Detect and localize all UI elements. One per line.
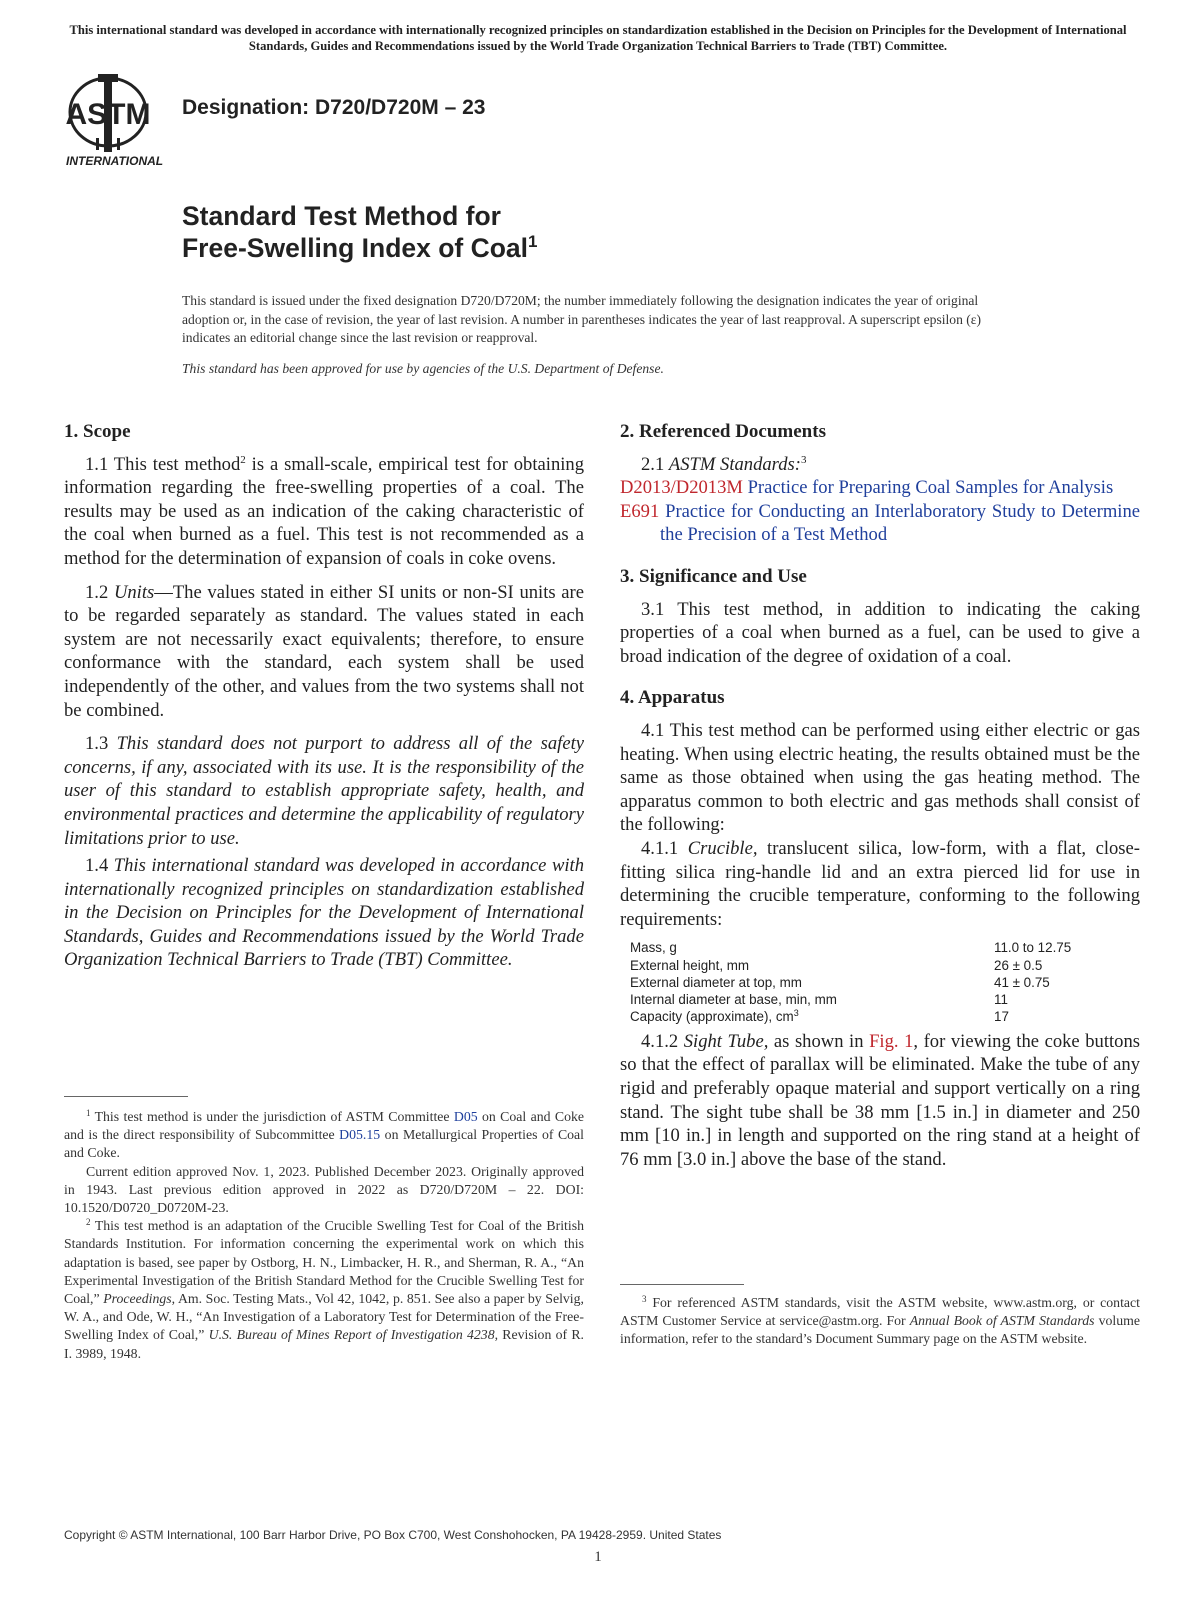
footnote-1: $^1$ This test method is under the jurisdiction of ASTM Committee D05 on Coal and Coke and is the direct responsibility of Subcommittee D05.15 on Metallurgical Properties of Coal and Coke. xyxy=(64,1108,584,1161)
section-4-1-1: 4.1.1 Crucible, translucent silica, low-form, with a flat, close-fitting silica ring-handle lid and an extra pierced lid for use in determining the crucible temperature, conforming to the following requirements: xyxy=(620,837,1140,930)
crucible-requirements xyxy=(630,939,1140,1025)
title-line-2: Free-Swelling Index of Coal$^1$ xyxy=(182,232,538,263)
footnote-1-edition: Current edition approved Nov. 1, 2023. Published December 2023. Originally approved in 1943. Last previous edition approved in 2022 as D720/D720M – 22. DOI: 10.1520/D0720_D0720M-23. xyxy=(64,1163,584,1216)
right-column xyxy=(620,420,1140,1171)
requirement-row: Mass, g 11.0 to 12.75 xyxy=(630,940,1072,956)
document-title xyxy=(182,200,538,264)
section-4-1: 4.1 This test method can be performed using either electric or gas heating. When using electric heating, the results obtained must be the same as those obtained when using the gas heating method. The apparatus common to both electric and gas methods shall consist of the following: xyxy=(620,719,1140,836)
scope-heading: 1. Scope xyxy=(64,421,131,442)
approved-note: This standard has been approved for use by agencies of the U.S. Department of Defense. xyxy=(182,361,664,376)
section-1-4: 1.4 This international standard was developed in accordance with internationally recognized principles on standardization established in the Decision on Principles for the Development of International Standards, Guides and Recommendations issued by the World Trade Organization Technical Barriers to Trade (TBT) Committee. xyxy=(64,855,585,971)
footnotes-left xyxy=(64,1108,584,1363)
requirement-row: External height, mm 26 ± 0.5 xyxy=(630,957,1043,973)
requirement-row: Capacity (approximate), $cm^3$ 17 xyxy=(630,1008,1009,1025)
section-3-1: 3.1 This test method, in addition to indicating the caking properties of a coal when burned as a fuel, can be used to give a broad indication of the degree of oxidation of a coal. xyxy=(620,598,1140,667)
requirement-row: Internal diameter at base, min, mm 11 xyxy=(630,992,1008,1008)
logo-text: ASTM xyxy=(65,98,151,131)
reference-d2013[interactable]: D2013/D2013M Practice for Preparing Coal Samples for Analysis xyxy=(620,477,1114,499)
footnotes-right xyxy=(620,1294,1140,1349)
requirement-row: External diameter at top, mm 41 ± 0.75 xyxy=(630,974,1050,990)
section-1-2: 1.2 Units—The values stated in either SI units or non-SI units are to be regarded separately as standard. The values stated in each system are not necessarily exact equivalents; therefore, to ensure conformance with the standard, each system shall be used independently of the other, and values from the two systems shall not be combined. xyxy=(64,581,584,721)
footnote-2: $^2$ This test method is an adaptation of the Crucible Swelling Test for Coal of the British Standards Institution. For information concerning the experimental work on which this adaptation is based, see paper by Ostborg, H. N., Limbacker, H. R., and Sherman, R. A., “An Experimental Investigation of the British Standard Method for the Crucible Swelling Test for Coal,” Proceedings, Am. Soc. Testing Mats., Vol 42, 1042, p. 851. See also a paper by Selvig, W. A., and Ode, W. H., “An Investigation of a Laboratory Test for Determination of the Free-Swelling Index of Coal,” U.S. Bureau of Mines Report of Investigation 4238, Revision of R. I. 3989, 1948. xyxy=(64,1217,584,1361)
footnote-rule-left xyxy=(64,1096,188,1097)
d05-15-link[interactable]: D05.15 xyxy=(339,1127,381,1143)
astm-standards: 2.1 ASTM Standards:$^3$ xyxy=(641,453,807,475)
issued-note: This standard is issued under the fixed designation D720/D720M; the number immediately following the designation indicates the year of original adoption or, in the case of revision, the year of last revision. A number in parentheses indicates the year of last reapproval. A superscript epsilon (ε) indicates an editorial change since the last revision or reapproval. xyxy=(182,293,982,345)
page-number: 1 xyxy=(594,1549,602,1565)
footnote-rule-right xyxy=(620,1284,744,1285)
d05-link[interactable]: D05 xyxy=(453,1109,478,1124)
title-line-1: Standard Test Method for xyxy=(182,201,501,231)
referenced-documents-heading: 2. Referenced Documents xyxy=(620,421,826,442)
footnote-3: $^3$ For referenced ASTM standards, visit the ASTM website, www.astm.org, or contact ASTM Customer Service at service@astm.org. For Annual Book of ASTM Standards volume information, refer to the standard’s Document Summary page on the ASTM website. xyxy=(620,1294,1140,1347)
section-1-3: 1.3 This standard does not purport to address all of the safety concerns, if any, associated with its use. It is the responsibility of the user of this standard to establish appropriate safety, health, and environmental practices and determine the applicability of regulatory limitations prior to use. xyxy=(64,733,584,849)
astm-logo xyxy=(62,68,170,168)
copyright: Copyright © ASTM International, 100 Barr Harbor Drive, PO Box C700, West Conshohocken, PA 19428-2959. United States xyxy=(64,1528,722,1542)
reference-e691[interactable]: E691 Practice for Conducting an Interlaboratory Study to Determine the Precision of a Test Method xyxy=(620,500,1140,546)
left-column xyxy=(64,420,584,972)
top-notice: This international standard was developed in accordance with internationally recognized principles on standardization established in the Decision on Principles for the Development of International Standards, Guides and Recommendations issued by the World Trade Organization Technical Barriers to Trade (TBT) Committee. xyxy=(69,23,1127,53)
fig-1-link[interactable]: Fig. 1 xyxy=(869,1030,914,1052)
significance-heading: 3. Significance and Use xyxy=(620,565,807,587)
section-4-1-2: 4.1.2 Sight Tube, as shown in Fig. 1, for viewing the coke buttons so that the effect of parallax will be eliminated. Make the tube of any rigid and preferably opaque material and support vertically on a ring stand. The sight tube shall be 38 mm [1.5 in.] in diameter and 250 mm [10 in.] in length and supported on the ring stand at a height of 76 mm [3.0 in.] above the base of the stand. xyxy=(620,1030,1140,1170)
designation: Designation: D720/D720M – 23 xyxy=(182,96,486,119)
logo-subtext: INTERNATIONAL xyxy=(66,154,164,168)
apparatus-heading: 4. Apparatus xyxy=(620,687,725,709)
section-1-1: 1.1 This test method$^2$ is a small-scale, empirical test for obtaining information regarding the free-swelling properties of a coal. The results may be used as an indication of the caking characteristic of the coal when burned as a fuel. This test is not recommended as a method for the determination of expansion of coals in coke ovens. xyxy=(64,453,584,569)
